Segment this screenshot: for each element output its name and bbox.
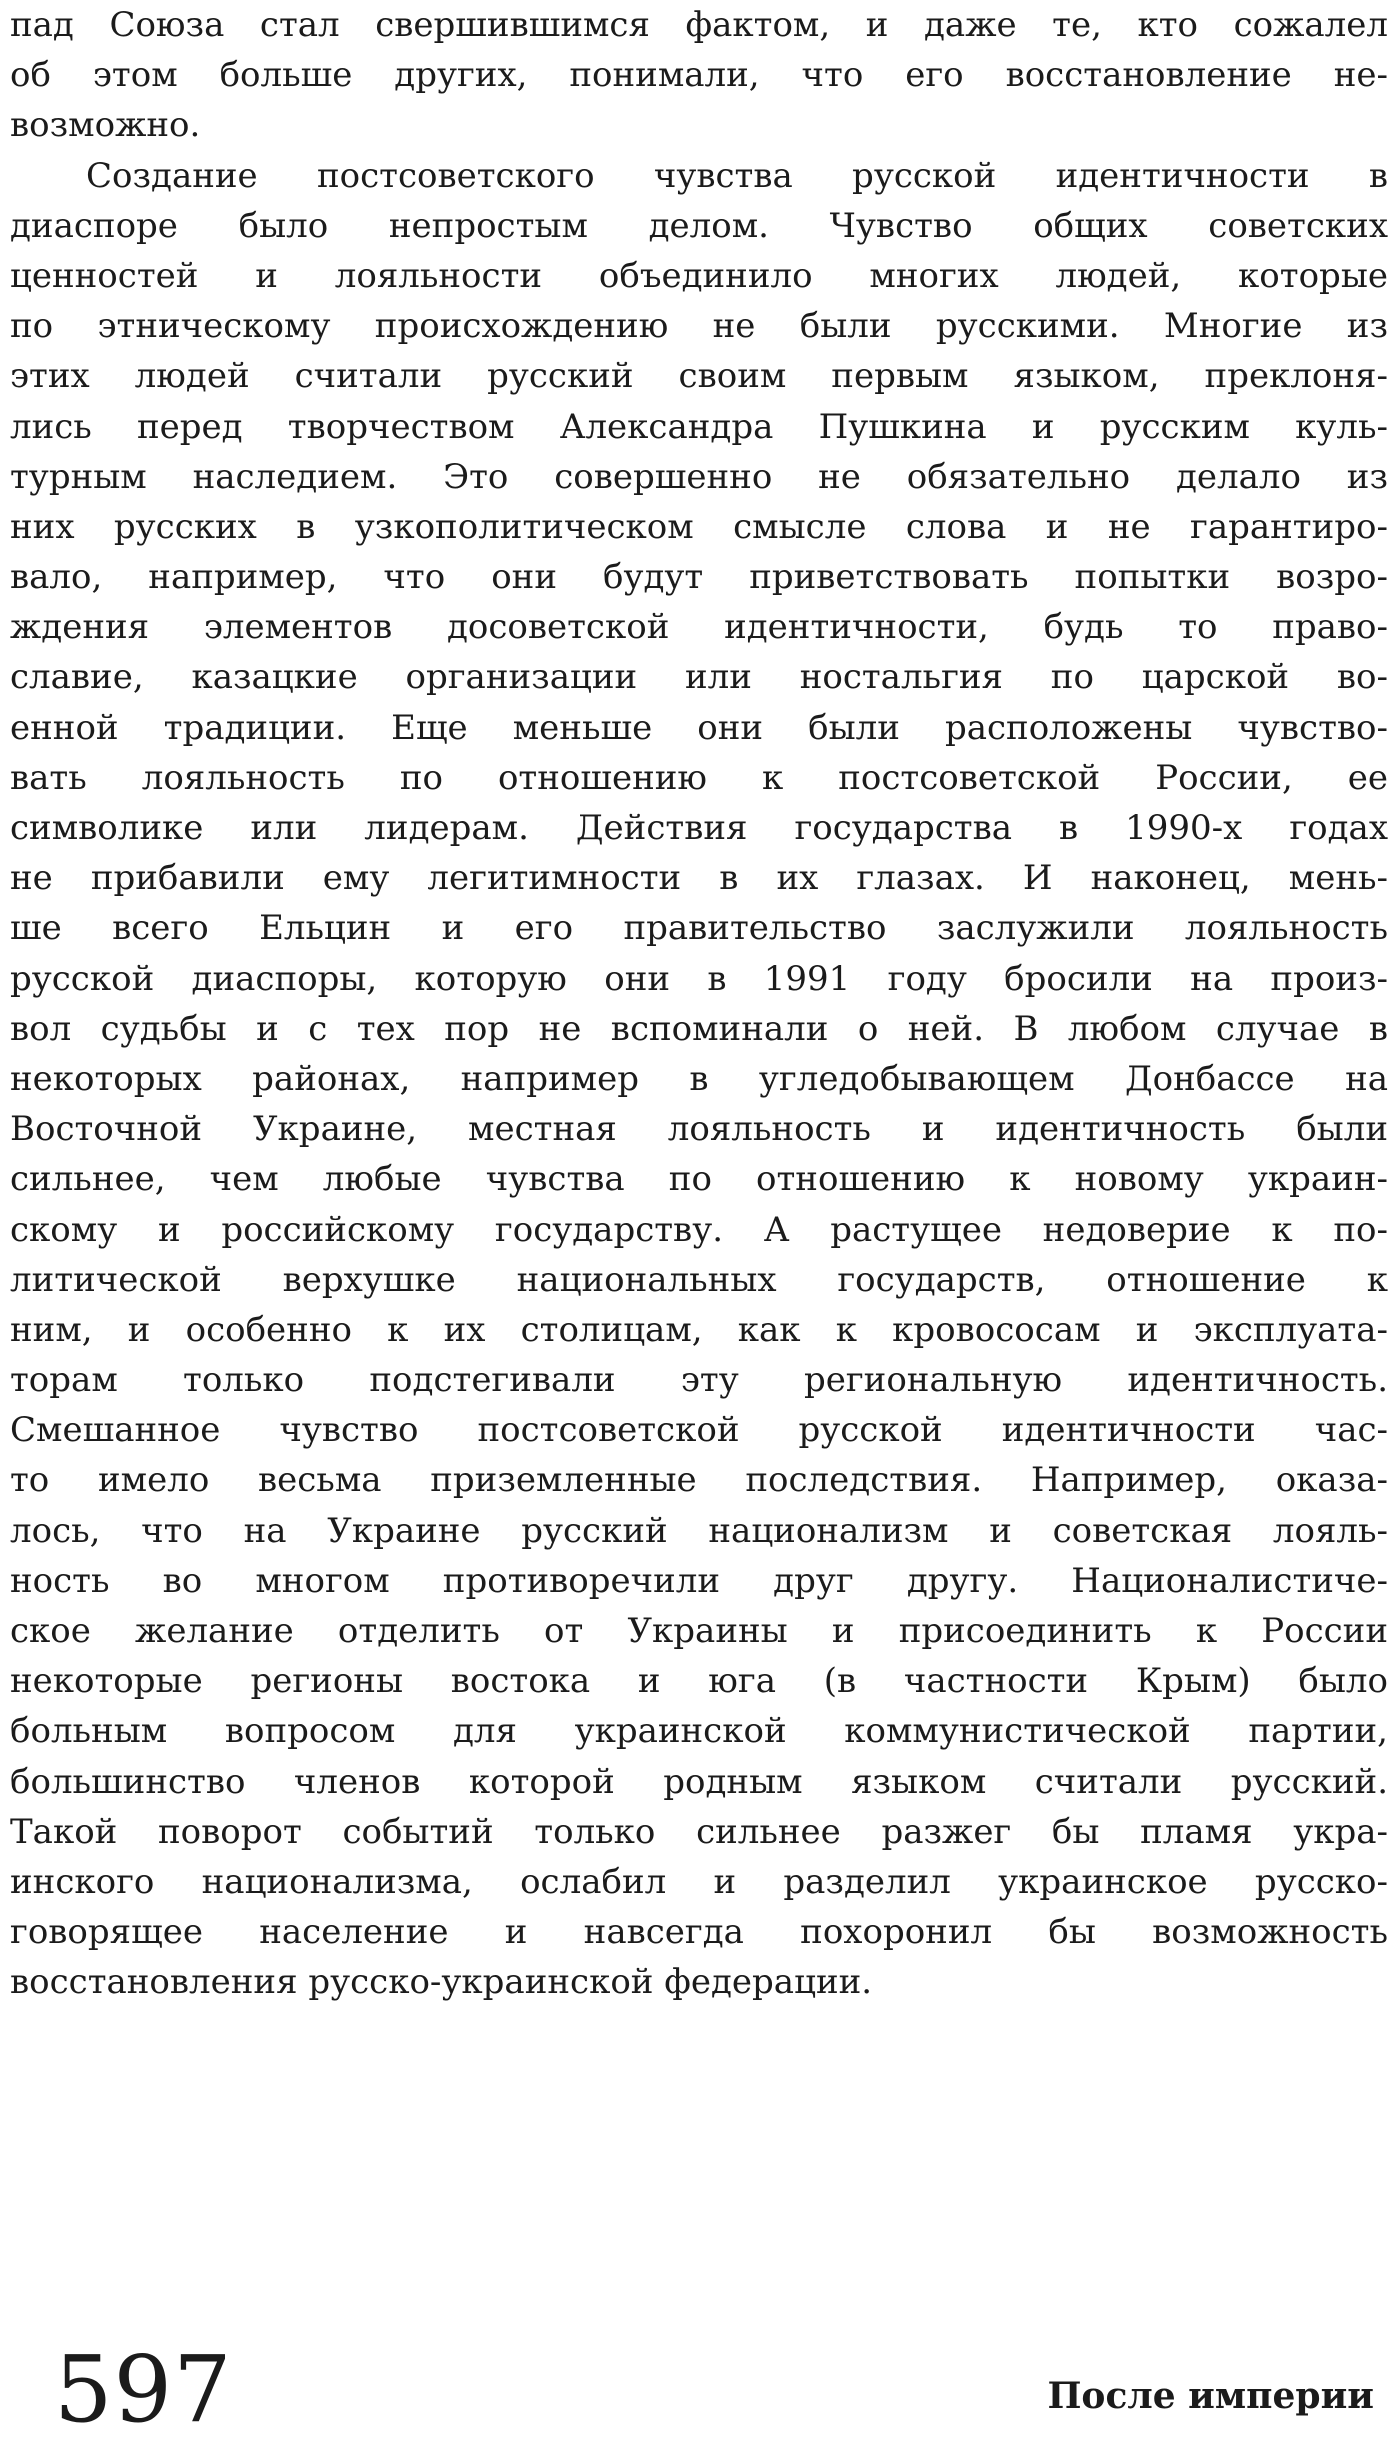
text-line: вало, например, что они будут приветствовать попытки возро- — [10, 557, 1388, 598]
text-line: Такой поворот событий только сильнее разжег бы пламя укра- — [10, 1811, 1388, 1852]
text-line: по этническому происхождению не были русскими. Многие из — [10, 306, 1388, 347]
text-line: Создание постсоветского чувства русской идентичности в — [86, 155, 1388, 196]
text-line: об этом больше других, понимали, что его восстановление не- — [10, 55, 1388, 96]
text-line: пад Союза стал свершившимся фактом, и даже те, кто сожалел — [10, 5, 1388, 45]
text-line: славие, казацкие организации или ностальгия по царской во- — [10, 657, 1388, 698]
text-line: ждения элементов досоветской идентичности, будь то право- — [10, 607, 1388, 648]
text-line: турным наследием. Это совершенно не обязательно делало из — [10, 456, 1388, 497]
text-line: не прибавили ему легитимности в их глазах. И наконец, мень- — [10, 858, 1388, 899]
text-line: восстановления русско-украинской федерации. — [10, 1962, 873, 2003]
text-line: ше всего Ельцин и его правительство заслужили лояльность — [10, 908, 1388, 949]
text-line: большинство членов которой родным языком считали русский. — [10, 1761, 1388, 1802]
text-line: инского национализма, ослабил и разделил украинское русско- — [10, 1861, 1388, 1902]
page-number: 597 — [54, 2336, 233, 2443]
text-line: енной традиции. Еще меньше они были расположены чувство- — [10, 707, 1388, 748]
text-line: скому и российскому государству. А растущее недоверие к по- — [10, 1209, 1388, 1250]
text-line: торам только подстегивали эту региональную идентичность. — [10, 1360, 1388, 1401]
running-head: После империи — [1047, 2375, 1374, 2417]
text-line: ность во многом противоречили друг другу. Националистиче- — [10, 1560, 1388, 1601]
text-line: лись перед творчеством Александра Пушкина и русским куль- — [10, 406, 1388, 447]
text-line: лось, что на Украине русский национализм и советская лояль- — [10, 1510, 1388, 1551]
text-line: то имело весьма приземленные последствия. Например, оказа- — [10, 1460, 1388, 1501]
text-line: некоторых районах, например в угледобывающем Донбассе на — [10, 1058, 1388, 1099]
text-line: вать лояльность по отношению к постсоветской России, ее — [10, 757, 1388, 798]
text-line: литической верхушке национальных государств, отношение к — [10, 1259, 1388, 1300]
text-line: сильнее, чем любые чувства по отношению к новому украин- — [10, 1159, 1388, 1200]
text-line: больным вопросом для украинской коммунистической партии, — [10, 1711, 1388, 1752]
text-line: Смешанное чувство постсоветской русской идентичности час- — [10, 1410, 1388, 1451]
text-line: ценностей и лояльности объединило многих людей, которые — [10, 255, 1388, 296]
body-text — [10, 0, 1388, 2008]
text-line: диаспоре было непростым делом. Чувство общих советских — [10, 205, 1388, 246]
text-line: этих людей считали русский своим первым языком, преклоня- — [10, 356, 1388, 397]
text-line: вол судьбы и с тех пор не вспоминали о ней. В любом случае в — [10, 1008, 1388, 1049]
text-line: них русских в узкополитическом смысле слова и не гарантиро- — [10, 506, 1388, 547]
text-line: говорящее население и навсегда похоронил бы возможность — [10, 1912, 1388, 1953]
text-line: Восточной Украине, местная лояльность и идентичность были — [10, 1109, 1388, 1150]
text-line: некоторые регионы востока и юга (в частности Крым) было — [10, 1661, 1388, 1702]
text-line: русской диаспоры, которую они в 1991 году бросили на произ- — [10, 958, 1388, 999]
text-line: ним, и особенно к их столицам, как к кровососам и эксплуата- — [10, 1309, 1388, 1350]
text-line: ское желание отделить от Украины и присоединить к России — [10, 1611, 1388, 1651]
text-line: символике или лидерам. Действия государства в 1990-х годах — [10, 808, 1388, 848]
text-line: возможно. — [10, 105, 201, 146]
